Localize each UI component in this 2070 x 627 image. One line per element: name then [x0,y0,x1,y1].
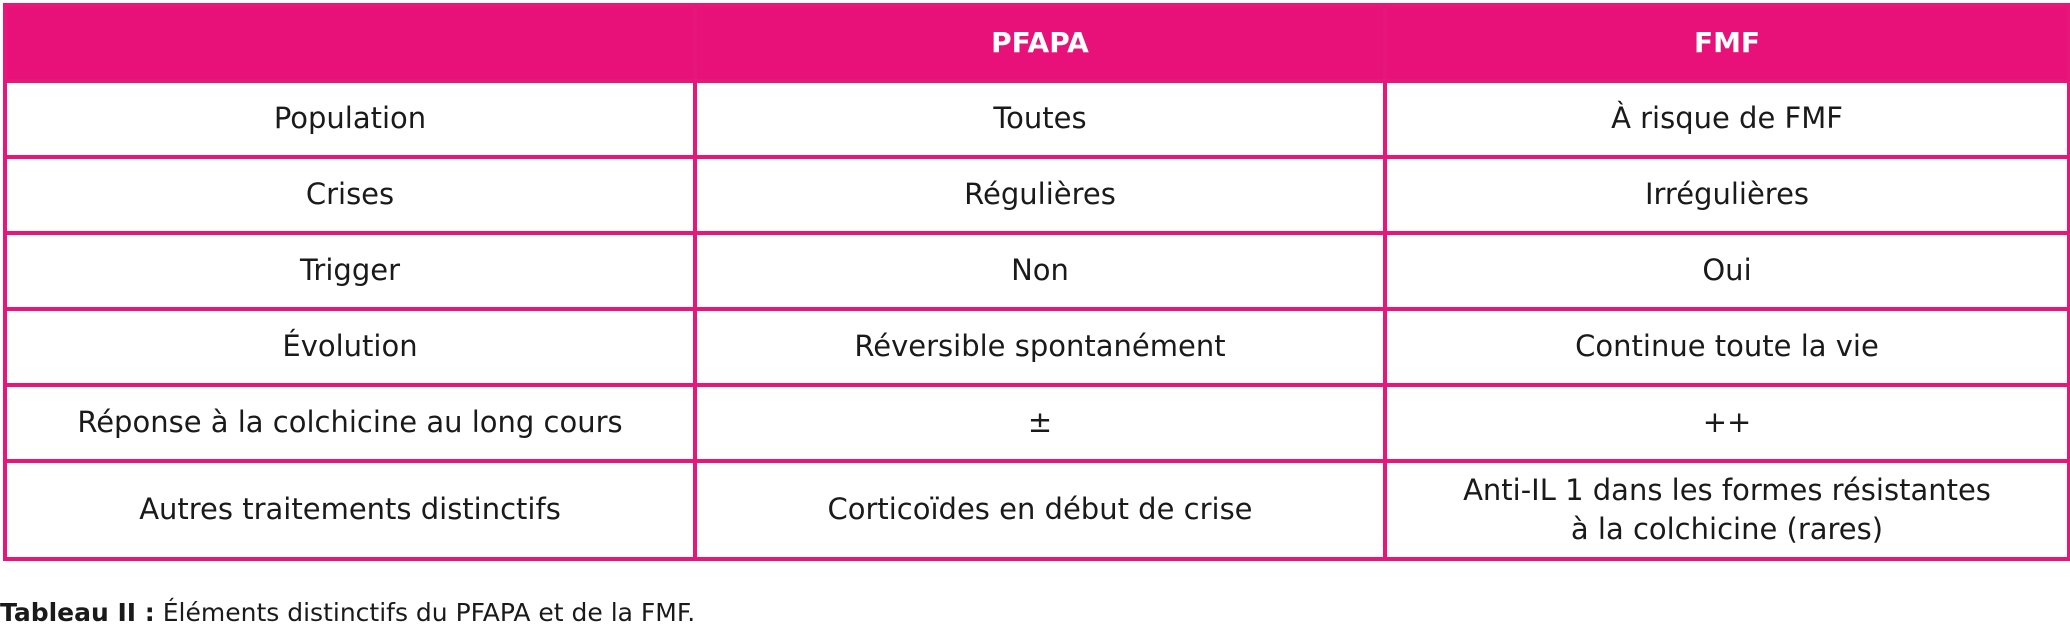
table-row [5,385,2069,461]
fmf-cell-line: à la colchicine (rares) [1570,512,1884,546]
row-label-cell: Autres traitements distinctifs [5,461,695,559]
caption-text: Éléments distinctifs du PFAPA et de la FMF. [154,598,696,627]
table-row [5,157,2069,233]
fmf-cell [1385,461,2069,559]
table-header-row [5,5,2069,81]
caption-label: Tableau II : [0,598,155,627]
table-caption [0,598,695,627]
pfapa-cell: Toutes [695,81,1385,157]
fmf-cell: Continue toute la vie [1385,309,2069,385]
table-row [5,81,2069,157]
fmf-cell: À risque de FMF [1385,81,2069,157]
table-row [5,233,2069,309]
row-label-cell: Population [5,81,695,157]
header-cell-fmf: FMF [1385,5,2069,81]
fmf-cell-line: Anti-IL 1 dans les formes résistantes [1463,472,1991,507]
fmf-cell: ++ [1385,385,2069,461]
row-label-cell: Réponse à la colchicine au long cours [5,385,695,461]
table-row [5,309,2069,385]
comparison-table-container [3,3,2067,561]
header-cell-pfapa: PFAPA [695,5,1385,81]
pfapa-cell: Non [695,233,1385,309]
comparison-table [3,3,2070,561]
row-label-cell: Trigger [5,233,695,309]
fmf-cell: Oui [1385,233,2069,309]
pfapa-cell: Régulières [695,157,1385,233]
pfapa-cell: Corticoïdes en début de crise [695,461,1385,559]
pfapa-cell: Réversible spontanément [695,309,1385,385]
row-label-cell: Crises [5,157,695,233]
fmf-cell: Irrégulières [1385,157,2069,233]
table-row [5,461,2069,559]
row-label-cell: Évolution [5,309,695,385]
header-cell-empty [5,5,695,81]
pfapa-cell: ± [695,385,1385,461]
